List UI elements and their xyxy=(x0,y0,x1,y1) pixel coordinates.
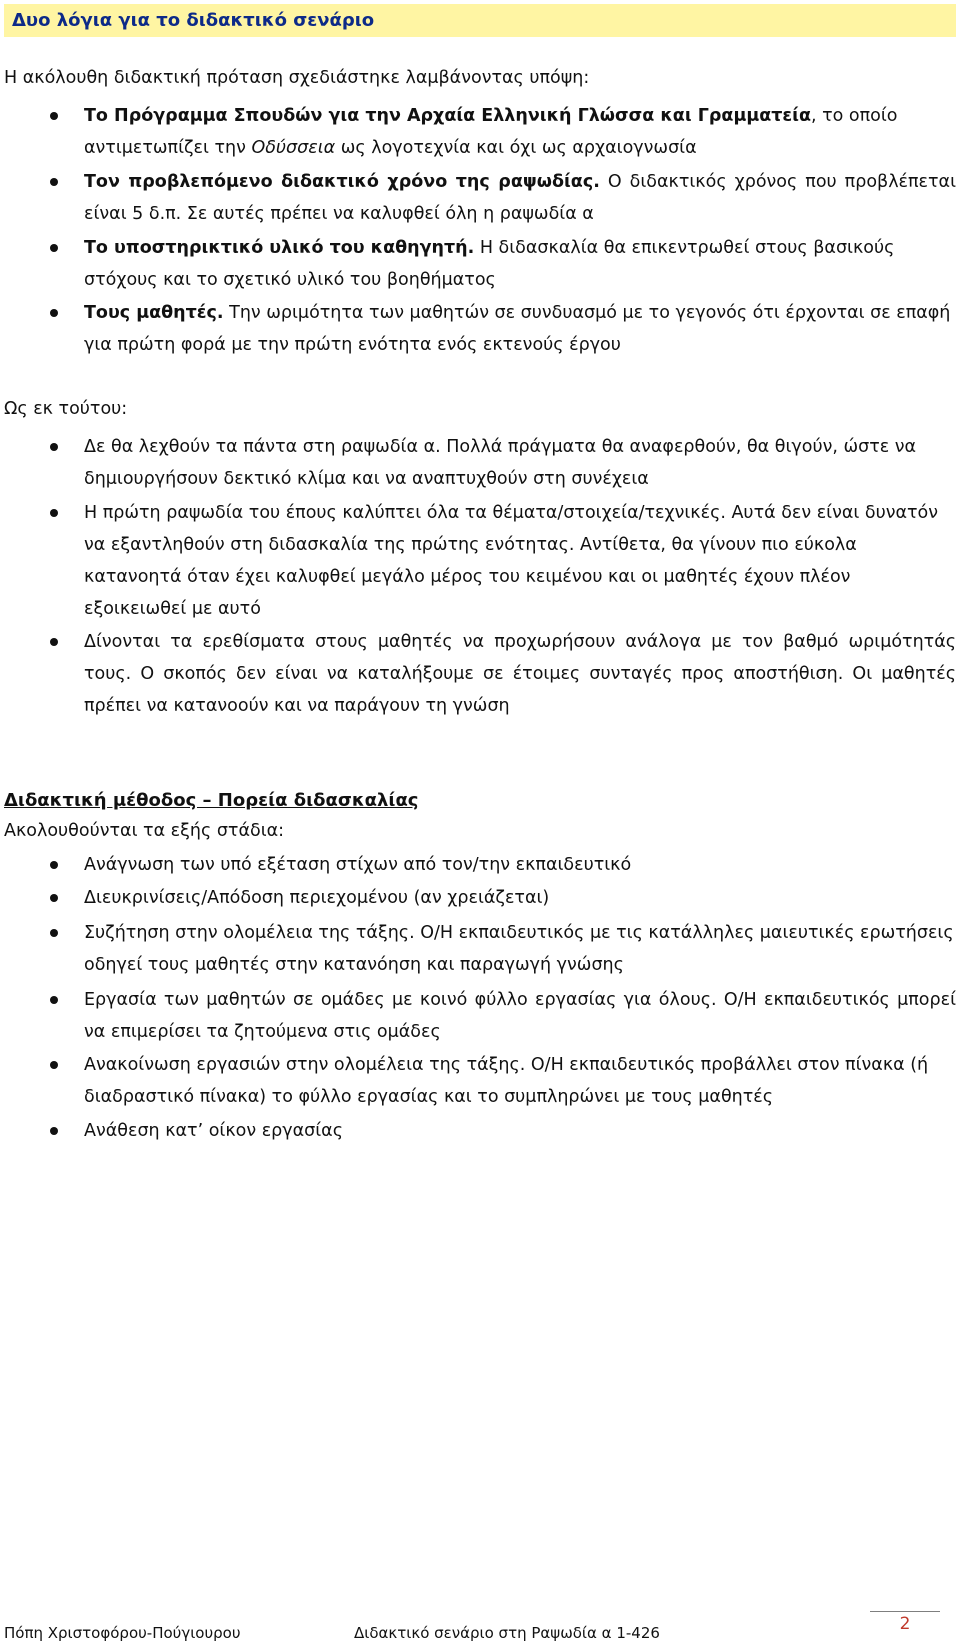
consideration-item xyxy=(84,166,956,230)
bullet-icon xyxy=(50,1127,58,1135)
consideration-text: , το οποίο αντιμετωπίζει την xyxy=(84,106,898,158)
consideration-text: Ο διδακτικός χρόνος που προβλέπεται είναι 5 δ.π. Σε αυτές πρέπει να καλυφθεί όλη η ραψωδία α xyxy=(84,172,957,224)
consideration-item xyxy=(84,232,956,296)
consequence-item: Η πρώτη ραψωδία του έπους καλύπτει όλα τα θέματα/στοιχεία/τεχνικές. Αυτά δεν είναι δυνατόν να εξαντληθούν στη διδασκαλία της πρώτης ενότητας. Αντίθετα, θα γίνουν πιο εύκολα κατανοητά όταν έχει καλυφθεί μεγάλο μέρος του κειμένου και οι μαθητές έχουν πλέον εξοικειωθεί με αυτό xyxy=(84,503,939,619)
consideration-text: Την ωριμότητα των μαθητών σε συνδυασμό με το γεγονός ότι έρχονται σε επαφή για πρώτη φορά με την πρώτη ενότητα ενός εκτενούς έργου xyxy=(84,303,951,355)
stage-item: Ανάγνωση των υπό εξέταση στίχων από τον/την εκπαιδευτικό xyxy=(84,855,632,875)
bullet-icon xyxy=(50,638,58,646)
stage-item: Εργασία των μαθητών σε ομάδες με κοινό φύλλο εργασίας για όλους. Ο/Η εκπαιδευτικός μπορεί να επιμερίσει τα ζητούμενα στις ομάδες xyxy=(84,990,956,1042)
stage-item: Διευκρινίσεις/Απόδοση περιεχομένου (αν χρειάζεται) xyxy=(84,888,550,908)
consideration-italic: Οδύσσεια xyxy=(251,138,336,158)
consideration-lead: Το υποστηρικτικό υλικό του καθηγητή. xyxy=(84,238,475,258)
consequence-item: Δίνονται τα ερεθίσματα στους μαθητές να προχωρήσουν ανάλογα με τον βαθμό ωριμότητάς τους. Ο σκοπός δεν είναι να καταλήξουμε σε έτοιμες συνταγές προς αποστήθιση. Οι μαθητές πρέπει να κατανοούν και να παράγουν τη γνώση xyxy=(84,632,956,716)
consideration-text: Η διδασκαλία θα επικεντρωθεί στους βασικούς στόχους και το σχετικό υλικό του βοηθήματος xyxy=(84,238,895,290)
consequently-label: Ως εκ τούτου: xyxy=(4,399,128,419)
bullet-icon xyxy=(50,112,58,120)
bullet-icon xyxy=(50,178,58,186)
footer-doc-title: Διδακτικό σενάριο στη Ραψωδία α 1-426 xyxy=(354,1624,660,1642)
title-highlight xyxy=(4,4,956,37)
page-number: 2 xyxy=(899,1614,911,1634)
bullet-icon xyxy=(50,894,58,902)
stages-label: Ακολουθούνται τα εξής στάδια: xyxy=(4,821,285,841)
page-title: Δυο λόγια για το διδακτικό σενάριο xyxy=(12,10,375,31)
bullet-icon xyxy=(50,996,58,1004)
bullet-icon xyxy=(50,1061,58,1069)
bullet-icon xyxy=(50,443,58,451)
consideration-lead: Το Πρόγραμμα Σπουδών για την Αρχαία Ελληνική Γλώσσα και Γραμματεία xyxy=(84,106,811,126)
intro-text: Η ακόλουθη διδακτική πρόταση σχεδιάστηκε λαμβάνοντας υπόψη: xyxy=(4,68,590,88)
consideration-text: ως λογοτεχνία και όχι ως αρχαιογνωσία xyxy=(335,138,697,158)
method-heading: Διδακτική μέθοδος – Πορεία διδασκαλίας xyxy=(4,790,419,811)
bullet-icon xyxy=(50,861,58,869)
bullet-icon xyxy=(50,244,58,252)
bullet-icon xyxy=(50,309,58,317)
stage-item: Συζήτηση στην ολομέλεια της τάξης. Ο/Η εκπαιδευτικός με τις κατάλληλες μαιευτικές ερωτήσεις οδηγεί τους μαθητές στην κατανόηση και παραγωγή γνώσης xyxy=(84,923,954,975)
consideration-item xyxy=(84,297,956,361)
bullet-icon xyxy=(50,929,58,937)
consideration-item xyxy=(84,100,956,164)
consequence-item: Δε θα λεχθούν τα πάντα στη ραψωδία α. Πολλά πράγματα θα αναφερθούν, θα θιγούν, ώστε να δημιουργήσουν δεκτικό κλίμα και να αναπτυχθούν στη συνέχεια xyxy=(84,437,917,489)
stage-item: Ανάθεση κατ’ οίκον εργασίας xyxy=(84,1121,343,1141)
stage-item: Ανακοίνωση εργασιών στην ολομέλεια της τάξης. Ο/Η εκπαιδευτικός προβάλλει στον πίνακα (ή διαδραστικό πίνακα) το φύλλο εργασίας και το συμπληρώνει με τους μαθητές xyxy=(84,1055,929,1107)
consideration-lead: Τον προβλεπόμενο διδακτικό χρόνο της ραψωδίας. xyxy=(84,172,600,192)
footer-author: Πόπη Χριστοφόρου-Πούγιουρου xyxy=(4,1624,241,1642)
consideration-lead: Τους μαθητές. xyxy=(84,303,224,323)
bullet-icon xyxy=(50,509,58,517)
